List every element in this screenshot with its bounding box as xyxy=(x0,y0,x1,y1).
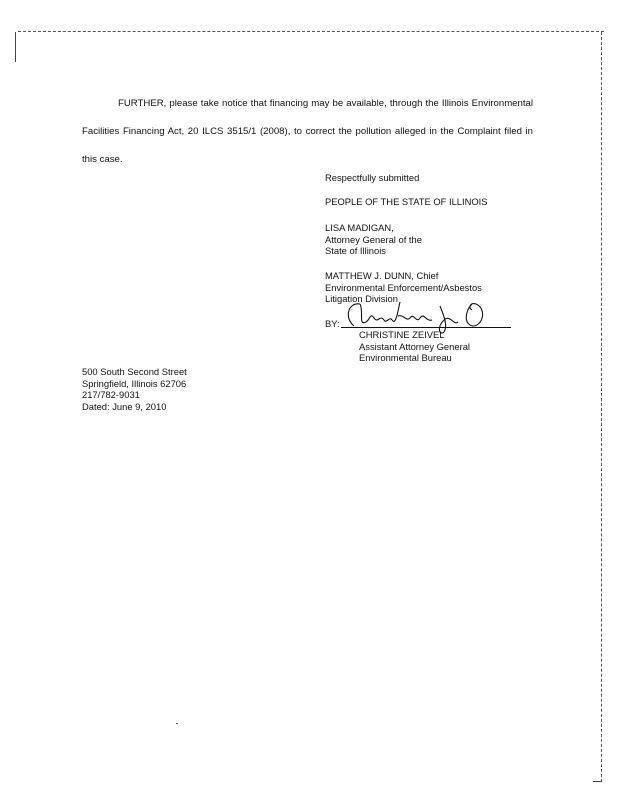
chief-title-line-2: Litigation Division xyxy=(325,293,398,305)
signer-title-line-2: Environmental Bureau xyxy=(359,352,452,364)
ag-title-line-1: Attorney General of the xyxy=(325,233,422,245)
signer-block xyxy=(359,329,470,364)
party-block xyxy=(325,196,488,208)
signature-line xyxy=(341,327,511,328)
chief-title-line-1: Environmental Enforcement/Asbestos xyxy=(325,281,482,293)
scan-border-corner xyxy=(593,781,602,782)
scan-border-top xyxy=(18,31,604,32)
address-street: 500 South Second Street xyxy=(82,366,187,377)
closing-block xyxy=(325,172,419,184)
signer-name: CHRISTINE ZEIVEL xyxy=(359,329,445,340)
closing-text: Respectfully submitted xyxy=(325,172,420,183)
address-phone: 217/782-9031 xyxy=(82,389,140,401)
scan-speck xyxy=(176,723,178,724)
address-city: Springfield, Illinois 62706 xyxy=(82,377,187,389)
scan-border-left xyxy=(15,32,16,62)
address-date: Dated: June 9, 2010 xyxy=(82,400,167,412)
ag-name: LISA MADIGAN, xyxy=(325,222,394,233)
chief-name: MATTHEW J. DUNN, Chief xyxy=(325,270,439,281)
signer-title-line-1: Assistant Attorney General xyxy=(359,340,470,352)
ag-title-line-2: State of Illinois xyxy=(325,245,386,257)
attorney-general-block xyxy=(325,222,422,257)
notice-paragraph: FURTHER, please take notice that financing may be available, through the Illinois Environmental Facilities Financing Act, 20 ILCS 3515/1 (2008), to correct the pollution alleged in the Complaint filed in this case. xyxy=(82,98,533,165)
address-block xyxy=(82,366,187,412)
by-label: BY: xyxy=(325,318,340,329)
party-name: PEOPLE OF THE STATE OF ILLINOIS xyxy=(325,196,488,207)
scan-border-right xyxy=(601,32,602,782)
